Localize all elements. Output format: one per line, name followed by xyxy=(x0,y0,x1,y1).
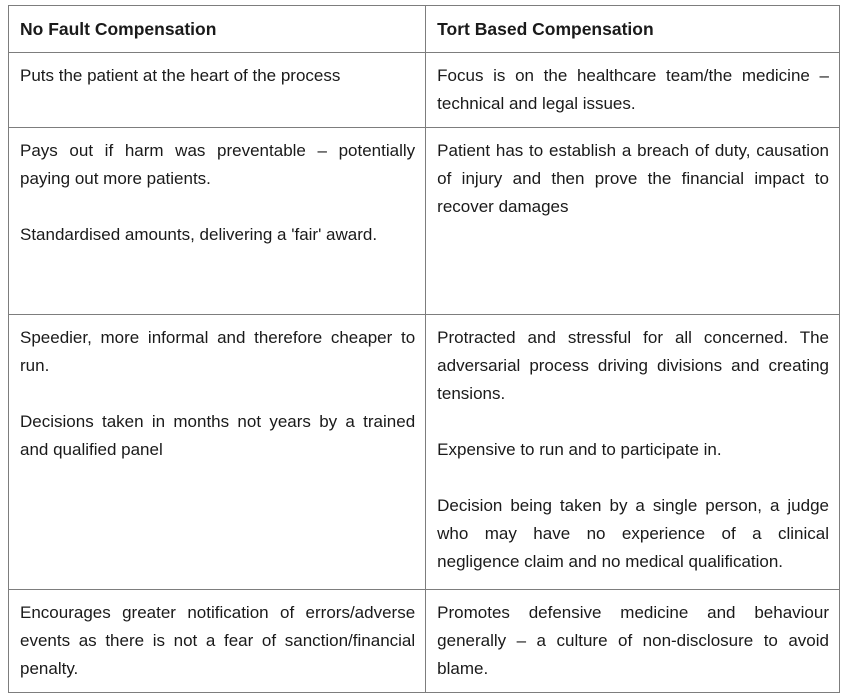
paragraph: Puts the patient at the heart of the process xyxy=(20,66,341,85)
paragraph: Encourages greater notification of errors/adverse events as there is not a fear of sanction/financial penalty. xyxy=(20,603,416,678)
table-row xyxy=(9,53,840,128)
table-header-row xyxy=(9,6,840,53)
table-row xyxy=(9,128,840,315)
column-header-no-fault-compensation: No Fault Compensation xyxy=(9,6,426,53)
paragraph: Speedier, more informal and therefore cheaper to run. xyxy=(20,328,416,375)
cell-tort-2 xyxy=(426,128,840,315)
paragraph: Patient has to establish a breach of duty, causation of injury and then prove the financial impact to recover damages xyxy=(437,141,829,216)
column-header-tort-based-compensation: Tort Based Compensation xyxy=(426,6,840,53)
cell-no-fault-1 xyxy=(9,53,426,128)
cell-tort-1 xyxy=(426,53,840,128)
cell-tort-3 xyxy=(426,315,840,590)
cell-no-fault-3 xyxy=(9,315,426,590)
paragraph: Focus is on the healthcare team/the medicine – technical and legal issues. xyxy=(437,66,829,113)
table-body xyxy=(9,53,840,693)
paragraph: Pays out if harm was preventable – potentially paying out more patients. xyxy=(20,141,416,188)
table-row xyxy=(9,590,840,693)
comparison-table xyxy=(8,5,840,693)
paragraph: Decision being taken by a single person, a judge who may have no experience of a clinical negligence claim and no medical qualification. xyxy=(437,496,829,571)
table-row xyxy=(9,315,840,590)
cell-tort-4 xyxy=(426,590,840,693)
cell-no-fault-2 xyxy=(9,128,426,315)
cell-no-fault-4 xyxy=(9,590,426,693)
paragraph: Protracted and stressful for all concerned. The adversarial process driving divisions and creating tensions. xyxy=(437,328,829,403)
paragraph: Promotes defensive medicine and behaviour generally – a culture of non-disclosure to avoid blame. xyxy=(437,603,829,678)
paragraph: Decisions taken in months not years by a trained and qualified panel xyxy=(20,412,416,459)
paragraph: Standardised amounts, delivering a 'fair' award. xyxy=(20,225,378,244)
paragraph: Expensive to run and to participate in. xyxy=(437,440,722,459)
table-head xyxy=(9,6,840,53)
